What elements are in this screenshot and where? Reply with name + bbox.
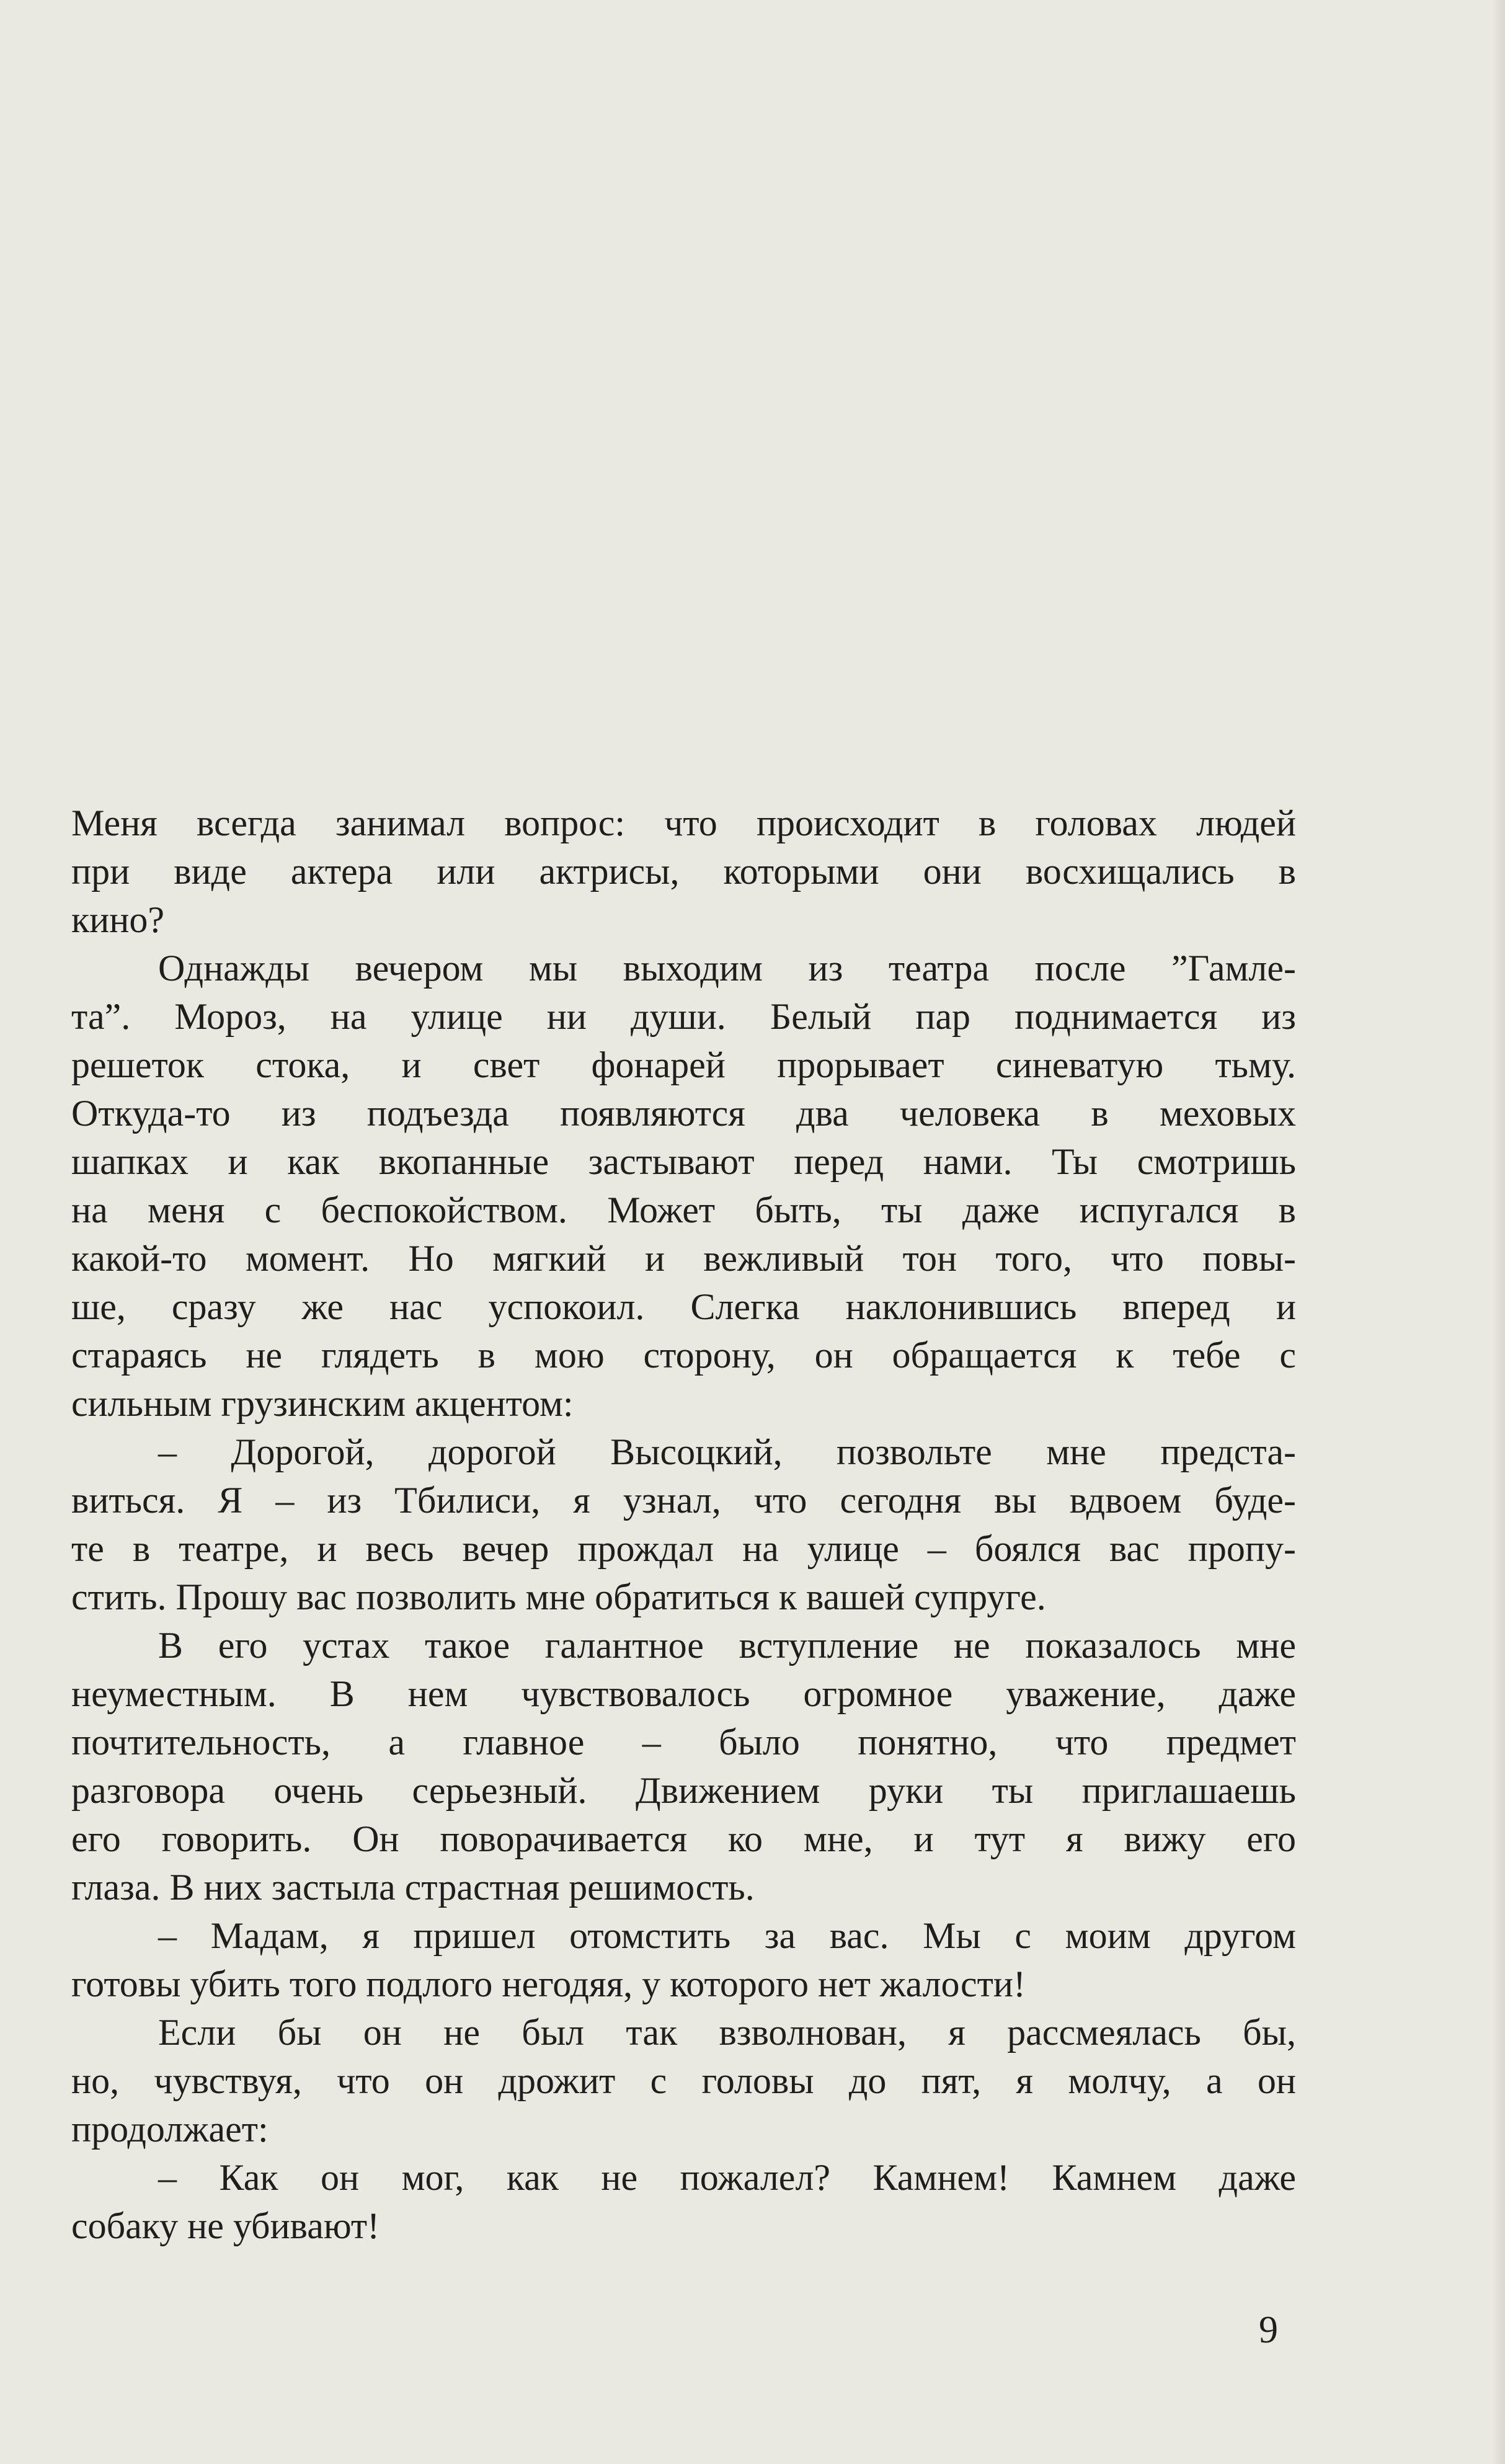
text-line: глаза. В них застыла страстная решимость. <box>71 1867 755 1908</box>
text-line: Меня всегда занимал вопрос: что происходит в головах людей <box>71 803 1296 843</box>
page-edge-shadow <box>1493 0 1505 2464</box>
text-line: та”. Мороз, на улице ни души. Белый пар поднимается из <box>71 996 1296 1037</box>
text-line: – Как он мог, как не пожалел? Камнем! Камнем даже <box>158 2157 1296 2198</box>
text-line: – Мадам, я пришел отомстить за вас. Мы с моим другом <box>158 1915 1296 1956</box>
text-line: В его устах такое галантное вступление не показалось мне <box>158 1625 1296 1666</box>
text-line: ше, сразу же нас успокоил. Слегка наклонившись вперед и <box>71 1286 1296 1327</box>
text-line: стараясь не глядеть в мою сторону, он обращается к тебе с <box>71 1335 1296 1376</box>
text-line: Откуда-то из подъезда появляются два человека в меховых <box>71 1093 1296 1134</box>
text-line: почтительность, а главное – было понятно, что предмет <box>71 1722 1296 1763</box>
text-line: его говорить. Он поворачивается ко мне, и тут я вижу его <box>71 1818 1296 1859</box>
text-line: продолжает: <box>71 2109 269 2150</box>
text-line: сильным грузинским акцентом: <box>71 1383 574 1424</box>
text-line: неуместным. В нем чувствовалось огромное уважение, даже <box>71 1673 1296 1714</box>
text-line: но, чувствуя, что он дрожит с головы до пят, я молчу, а он <box>71 2060 1296 2101</box>
text-line: при виде актера или актрисы, которыми они восхищались в <box>71 851 1296 892</box>
text-line: Однажды вечером мы выходим из театра после ”Гамле- <box>158 948 1296 989</box>
text-line: готовы убить того подлого негодяя, у которого нет жалости! <box>71 1964 1026 2004</box>
text-line: разговора очень серьезный. Движением руки ты приглашаешь <box>71 1770 1296 1811</box>
text-line: стить. Прошу вас позволить мне обратиться к вашей супруге. <box>71 1577 1046 1617</box>
text-line: решеток стока, и свет фонарей прорывает синеватую тьму. <box>71 1044 1296 1085</box>
text-line: какой-то момент. Но мягкий и вежливый тон того, что повы- <box>71 1238 1296 1279</box>
text-line: на меня с беспокойством. Может быть, ты даже испугался в <box>71 1190 1296 1230</box>
text-line: Если бы он не был так взволнован, я рассмеялась бы, <box>158 2012 1296 2053</box>
text-line: те в театре, и весь вечер прождал на улице – боялся вас пропу- <box>71 1528 1296 1569</box>
text-line: собаку не убивают! <box>71 2205 380 2246</box>
text-line: виться. Я – из Тбилиси, я узнал, что сегодня вы вдвоем буде- <box>71 1480 1296 1521</box>
text-line: шапках и как вкопанные застывают перед нами. Ты смотришь <box>71 1141 1296 1182</box>
text-line: кино? <box>71 899 164 940</box>
body-text <box>71 799 1296 2250</box>
page-number: 9 <box>1259 2309 1278 2351</box>
text-line: – Дорогой, дорогой Высоцкий, позвольте мне предста- <box>158 1431 1296 1472</box>
